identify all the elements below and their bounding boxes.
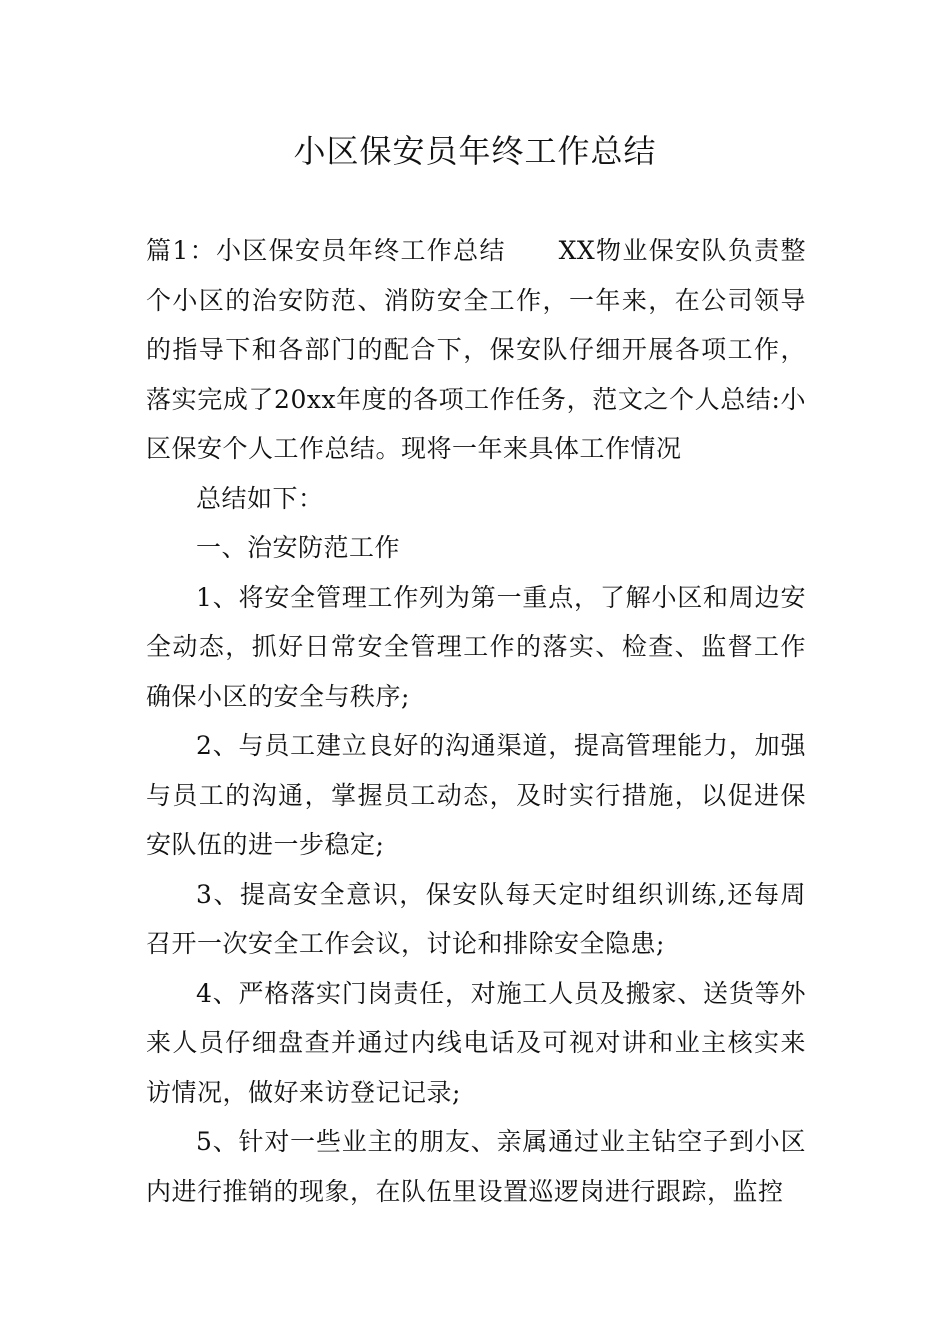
list-item-3: 3、提高安全意识，保安队每天定时组织训练,还每周召开一次安全工作会议，讨论和排除安全隐患; (146, 879, 806, 958)
list-item-2: 2、与员工建立良好的沟通渠道，提高管理能力，加强与员工的沟通，掌握员工动态，及时实行措施，以促进保安队伍的进一步稳定; (146, 731, 806, 859)
list-item-4: 4、严格落实门岗责任，对施工人员及搬家、送货等外来人员仔细盘查并通过内线电话及可视对讲和业主核实来访情况，做好来访登记记录; (146, 978, 806, 1107)
section-heading-security: 一、治安防范工作 (196, 533, 401, 562)
document-title: 小区保安员年终工作总结 (293, 132, 657, 170)
list-item-1: 1、将安全管理工作列为第一重点，了解小区和周边安全动态，抓好日常安全管理工作的落实、检查、监督工作确保小区的安全与秩序; (146, 582, 806, 711)
document-body (146, 226, 806, 1216)
list-item-5: 5、针对一些业主的朋友、亲属通过业主钻空子到小区内进行推销的现象，在队伍里设置巡逻岗进行跟踪，监控 (146, 1127, 806, 1206)
summary-heading: 总结如下： (196, 483, 324, 513)
intro-paragraph: 篇1：小区保安员年终工作总结 XX物业保安队负责整个小区的治安防范、消防安全工作，一年来，在公司领导的指导下和各部门的配合下，保安队仔细开展各项工作，落实完成了20xx年度的各项工作任务，范文之个人总结:小区保安个人工作总结。现将一年来具体工作情况 (146, 236, 806, 463)
